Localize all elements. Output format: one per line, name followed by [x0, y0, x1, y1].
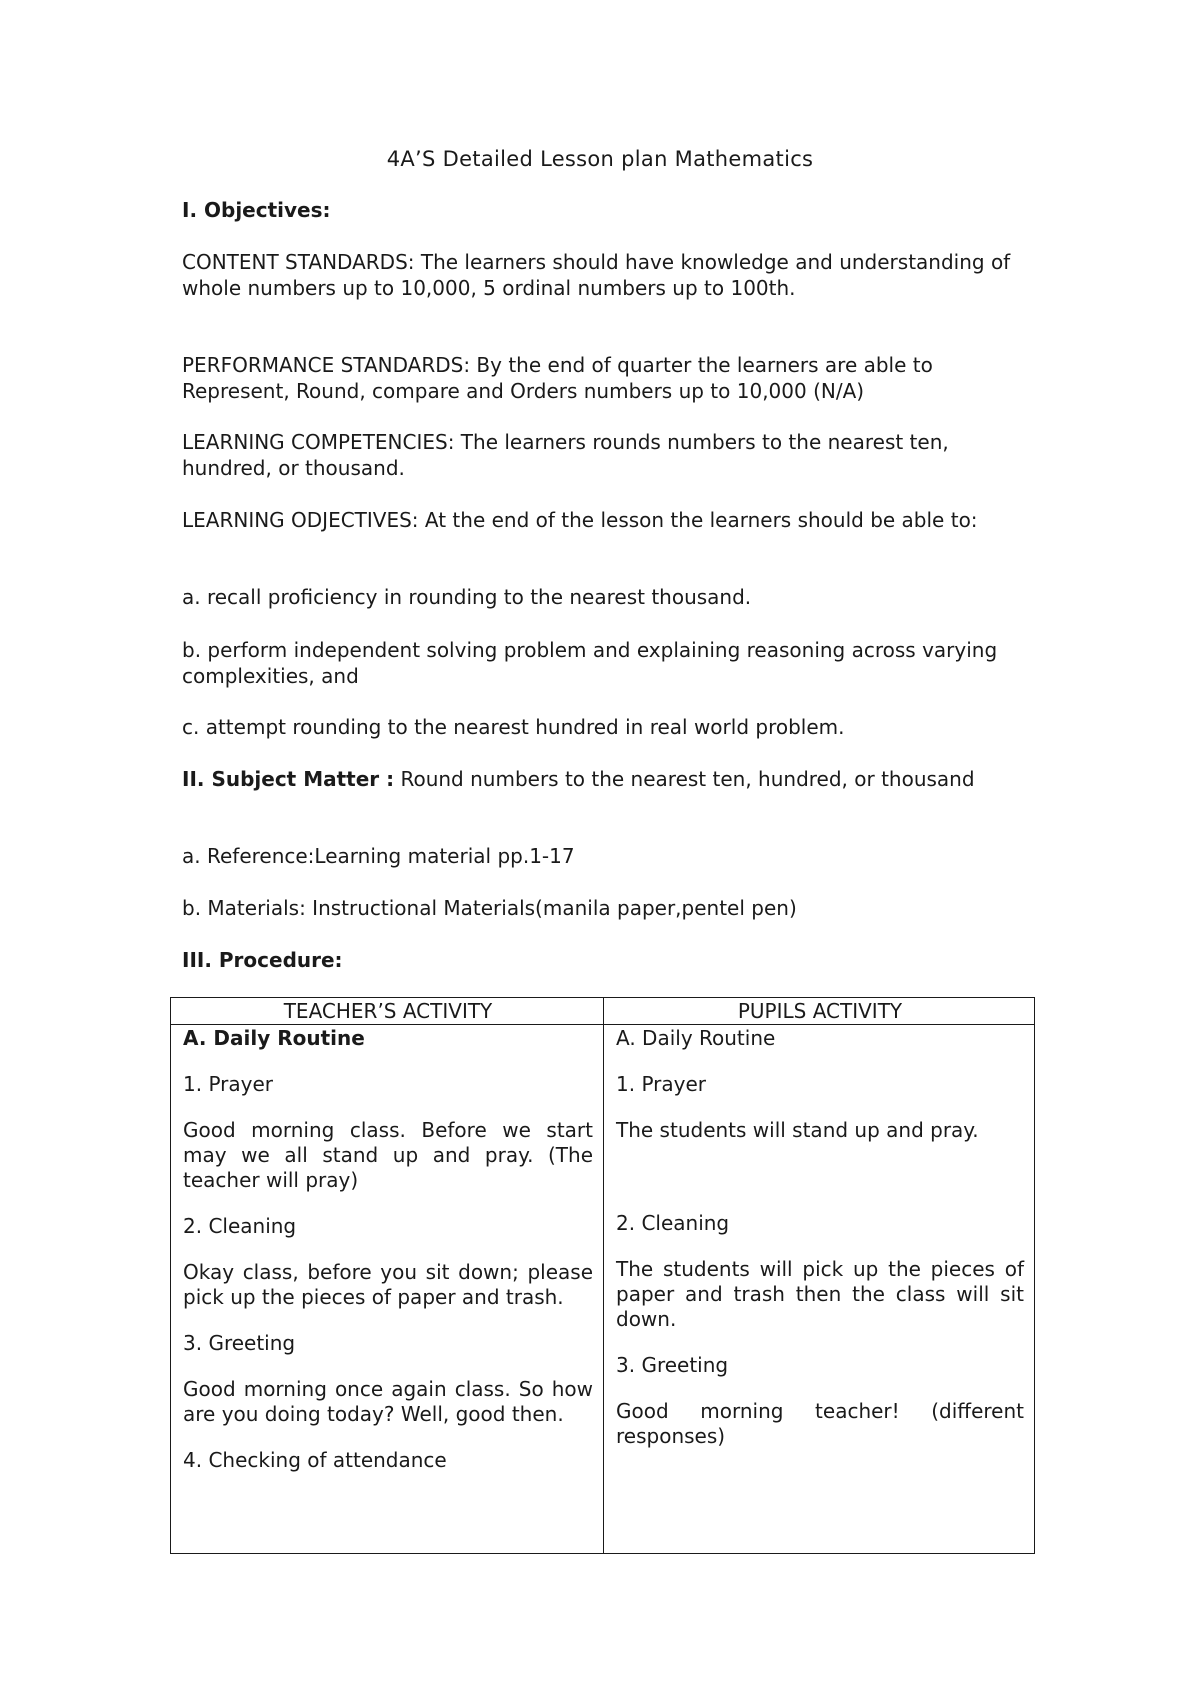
content-standards: CONTENT STANDARDS: The learners should have knowledge and understanding of whole numbers up to 10,000, 5 ordinal numbers up to 100th.	[182, 250, 1011, 300]
teacher-activity-cell	[171, 1025, 604, 1554]
teacher-daily-routine: A. Daily Routine	[183, 1026, 365, 1050]
objective-item-b: b. perform independent solving problem and explaining reasoning across varying complexities, and	[182, 638, 998, 688]
procedure-table-header-row	[171, 998, 1035, 1025]
teacher-prayer: 1. Prayer	[183, 1072, 273, 1096]
procedure-heading: III. Procedure:	[182, 948, 343, 972]
teacher-greeting-text: Good morning once again class. So how are you doing today? Well, good then.	[183, 1377, 593, 1426]
pupils-daily-routine: A. Daily Routine	[616, 1026, 776, 1050]
subject-materials: b. Materials: Instructional Materials(manila paper,pentel pen)	[182, 896, 797, 920]
pupils-activity-header: PUPILS ACTIVITY	[604, 998, 1035, 1025]
document-title: 4A’S Detailed Lesson plan Mathematics	[386, 147, 814, 171]
subject-reference: a. Reference:Learning material pp.1-17	[182, 844, 575, 868]
teacher-prayer-text: Good morning class. Before we start may we all stand up and pray. (The teacher will pray)	[183, 1118, 593, 1192]
pupils-activity-cell	[604, 1025, 1035, 1554]
subject-matter-text: Round numbers to the nearest ten, hundred, or thousand	[394, 767, 975, 791]
pupils-cleaning-text: The students will pick up the pieces of paper and trash then the class will sit down.	[616, 1257, 1024, 1331]
teacher-greeting: 3. Greeting	[183, 1331, 296, 1355]
teacher-activity-header: TEACHER’S ACTIVITY	[171, 998, 604, 1025]
pupils-greeting-text: Good morning teacher! (different responses)	[616, 1399, 1024, 1448]
procedure-table-row	[171, 1025, 1035, 1554]
subject-matter-heading: II. Subject Matter :	[182, 767, 395, 791]
pupils-cleaning: 2. Cleaning	[616, 1211, 730, 1235]
objective-item-a: a. recall proficiency in rounding to the nearest thousand.	[182, 585, 752, 609]
subject-matter	[182, 766, 1032, 792]
objectives-heading: I. Objectives:	[182, 198, 331, 222]
learning-objectives: LEARNING ODJECTIVES: At the end of the lesson the learners should be able to:	[182, 508, 978, 532]
performance-standards: PERFORMANCE STANDARDS: By the end of quarter the learners are able to Represent, Round, compare and Orders numbers up to 10,000 (N/A)	[182, 353, 933, 403]
teacher-attendance: 4. Checking of attendance	[183, 1448, 447, 1472]
objective-item-c: c. attempt rounding to the nearest hundred in real world problem.	[182, 715, 845, 739]
procedure-table	[170, 997, 1035, 1554]
pupils-prayer-text: The students will stand up and pray.	[616, 1118, 979, 1142]
learning-competencies: LEARNING COMPETENCIES: The learners rounds numbers to the nearest ten, hundred, or thousand.	[182, 430, 949, 480]
teacher-cleaning-text: Okay class, before you sit down; please pick up the pieces of paper and trash.	[183, 1260, 593, 1309]
pupils-prayer: 1. Prayer	[616, 1072, 706, 1096]
pupils-greeting: 3. Greeting	[616, 1353, 729, 1377]
teacher-cleaning: 2. Cleaning	[183, 1214, 297, 1238]
